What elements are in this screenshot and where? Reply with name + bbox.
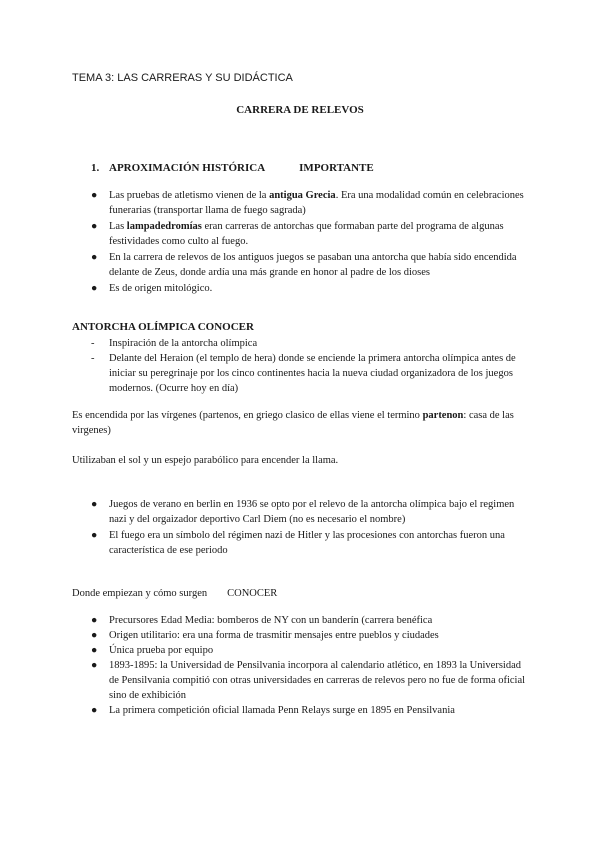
- bullet-icon: ●: [91, 630, 98, 641]
- section-1-list: [91, 188, 531, 296]
- section-3-list: [91, 613, 531, 718]
- section-1-number: 1.: [91, 162, 100, 174]
- item-bold: antigua Grecia: [269, 190, 336, 201]
- item-text: . Era una modalidad común en celebraciones funerarias (transportar llama de fuego sagrada): [109, 190, 524, 216]
- sol-paragraph: Utilizaban el sol y un espejo parabólico para encender la llama.: [72, 455, 339, 466]
- list-item: [91, 188, 531, 218]
- list-item: [91, 703, 531, 718]
- list-item: [91, 219, 531, 249]
- item-text: La primera competición oficial llamada Penn Relays surge en 1895 en Pensilvania: [109, 705, 455, 716]
- para-text: Es encendida por las vírgenes (partenos, en griego clasico de ellas viene el termino: [72, 410, 423, 421]
- section-1-tag: IMPORTANTE: [299, 162, 374, 174]
- dash-marker: -: [91, 353, 95, 364]
- bullet-icon: ●: [91, 615, 98, 626]
- bullet-icon: ●: [91, 530, 98, 541]
- list-item: [91, 250, 531, 280]
- list-item: [91, 613, 531, 628]
- bullet-icon: ●: [91, 645, 98, 656]
- bullet-icon: ●: [91, 252, 98, 263]
- item-text: Es de origen mitológico.: [109, 283, 213, 294]
- list-item: [91, 281, 531, 296]
- partenon-paragraph: [72, 408, 534, 438]
- section-2-heading: ANTORCHA OLÍMPICA CONOCER: [72, 321, 254, 333]
- item-text: El fuego era un símbolo del régimen nazi de Hitler y las procesiones con antorchas fueron una característica de ese periodo: [109, 530, 505, 556]
- section-3-title: Donde empiezan y cómo surgen: [72, 588, 208, 599]
- item-text: Las pruebas de atletismo vienen de la: [109, 190, 270, 201]
- item-text: Delante del Heraion (el templo de hera) donde se enciende la primera antorcha olímpica antes de iniciar su peregrinaje por los cinco continentes hacia la nueva ciudad organizadora de los juegos modernos. (Ocurre hoy en día): [109, 353, 516, 394]
- item-text: Única prueba por equipo: [109, 645, 214, 656]
- item-text: Inspiración de la antorcha olímpica: [109, 338, 258, 349]
- section-2-dash-list: [91, 336, 531, 396]
- bullet-icon: ●: [91, 221, 98, 232]
- list-item: [91, 336, 531, 351]
- item-bold: lampadedromías: [126, 221, 202, 232]
- list-item: [91, 497, 531, 527]
- page-title: CARRERA DE RELEVOS: [236, 104, 364, 116]
- item-text: eran carreras de antorchas que formaban parte del programa de algunas festividades como culto al fuego.: [109, 221, 504, 247]
- bullet-icon: ●: [91, 660, 98, 671]
- list-item: [91, 628, 531, 643]
- para-text: : casa de las virgenes): [72, 410, 514, 436]
- bullet-icon: ●: [91, 499, 98, 510]
- list-item: [91, 528, 531, 558]
- item-text: 1893-1895: la Universidad de Pensilvania incorpora al calendario atlético, en 1893 la Universidad de Pensilvania compitió con otras universidades en carreras de relevos pero no fue de forma oficial sino de exhibición: [109, 660, 526, 701]
- list-item: [91, 351, 531, 396]
- section-3-tag: CONOCER: [227, 588, 278, 599]
- tema-header: TEMA 3: LAS CARRERAS Y SU DIDÁCTICA: [72, 72, 293, 84]
- section-3-heading: [72, 586, 277, 601]
- item-text: Origen utilitario: era una forma de trasmitir mensajes entre pueblos y ciudades: [109, 630, 439, 641]
- bullet-icon: ●: [91, 283, 98, 294]
- section-1-title: APROXIMACIÓN HISTÓRICA: [109, 162, 266, 174]
- item-text: En la carrera de relevos de los antiguos juegos se pasaban una antorcha que había sido encendida delante de Zeus, donde ardía una más grande en honor al padre de los dioses: [109, 252, 517, 278]
- bullet-icon: ●: [91, 705, 98, 716]
- list-item: [91, 658, 531, 703]
- bullet-icon: ●: [91, 190, 98, 201]
- item-text: Las: [109, 221, 127, 232]
- item-text: Juegos de verano en berlin en 1936 se opto por el relevo de la antorcha olímpica bajo el regimen nazi y del orgaizador deportivo Carl Diem (no es necesario el nombre): [109, 499, 515, 525]
- item-text: Precursores Edad Media: bomberos de NY con un banderín (carrera benéfica: [109, 615, 433, 626]
- section-2-bullet-list: [91, 497, 531, 558]
- list-item: [91, 643, 531, 658]
- section-1-heading: [91, 162, 374, 174]
- dash-marker: -: [91, 338, 95, 349]
- para-bold: partenon: [422, 410, 464, 421]
